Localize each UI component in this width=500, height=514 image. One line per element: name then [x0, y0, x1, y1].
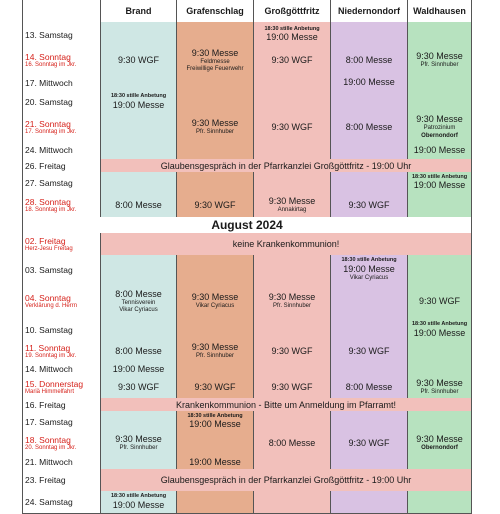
service-text: 19:00 Messe [413, 144, 466, 155]
service-text: 9:30 Messe [416, 377, 463, 388]
day-cell [22, 141, 101, 159]
service-text: Pfr. Sinnhuber [420, 62, 459, 69]
service-text: Pfr. Sinnhuber [195, 353, 235, 360]
day-cell [22, 455, 101, 469]
table-row [22, 233, 472, 255]
service-cell-brand [101, 319, 177, 341]
service-cell-grafenschlag [177, 411, 254, 432]
service-text: 9:30 Messe [191, 292, 239, 303]
service-cell-waldhausen [408, 455, 472, 469]
day-label: 24. Mittwoch [25, 145, 73, 155]
service-cell-großgöttfritz [254, 172, 331, 193]
day-label: 24. Samstag [25, 497, 73, 507]
day-cell [22, 159, 101, 172]
service-cell-großgöttfritz [254, 141, 331, 159]
day-label: 28. Sonntag [25, 196, 71, 207]
service-cell-niedernondorf [331, 491, 408, 513]
day-label: 14. Mittwoch [25, 364, 73, 374]
column-header: Waldhausen [413, 6, 466, 16]
service-cell-großgöttfritz [254, 113, 331, 141]
day-cell [22, 376, 101, 398]
service-cell-grafenschlag [177, 255, 254, 284]
day-note: Verklärung d. Herrn [25, 303, 78, 309]
service-text: 9:30 WGF [194, 199, 236, 210]
day-cell [22, 398, 101, 411]
service-text: 9:30 Messe [191, 47, 239, 58]
service-text: Obernondorf [421, 132, 458, 139]
service-text: 9:30 Messe [416, 434, 463, 445]
service-cell-niedernondorf [331, 22, 408, 47]
announcement-cell: Krankenkommunion - Bitte um Anmeldung im Pfarramt! [101, 398, 472, 411]
service-text: 18:30 stille Anbetung [110, 493, 167, 500]
service-text: 18:30 stille Anbetung [341, 257, 397, 263]
day-cell [22, 362, 101, 376]
service-cell-niedernondorf [331, 141, 408, 159]
service-text: 8:00 Messe [115, 346, 162, 356]
service-cell-großgöttfritz [254, 74, 331, 91]
service-text: 19:00 Messe [189, 456, 241, 467]
day-label: 23. Freitag [25, 475, 66, 485]
service-cell-waldhausen [408, 172, 472, 193]
service-cell-waldhausen [408, 376, 472, 398]
service-text: 19:00 Messe [112, 499, 165, 510]
service-cell-niedernondorf [331, 172, 408, 193]
service-cell-niedernondorf [331, 341, 408, 362]
service-text: 19:00 Messe [266, 32, 318, 43]
service-text: Annakirtag [277, 206, 307, 213]
column-header: Grafenschlag [186, 6, 244, 16]
day-note: Herz-Jesu Freitag [25, 245, 73, 252]
announcement-cell: keine Krankenkommunion! [101, 233, 472, 255]
day-cell [22, 341, 101, 362]
service-cell-großgöttfritz [254, 193, 331, 217]
service-text: 19:00 Messe [112, 99, 165, 110]
column-header: Großgöttfritz [264, 6, 320, 16]
table-row [22, 284, 472, 319]
service-text: Pfr. Sinnhuber [420, 388, 459, 395]
table-row [22, 141, 472, 159]
service-cell-brand [101, 141, 177, 159]
table-row [22, 74, 472, 91]
service-cell-grafenschlag [177, 455, 254, 469]
day-label: 16. Freitag [25, 399, 66, 410]
day-note: 16. Sonntag im Jkr. [25, 62, 77, 68]
table-row [22, 159, 472, 172]
service-text: 18:30 stille Anbetung [411, 321, 468, 328]
table-row [22, 455, 472, 469]
service-cell-grafenschlag [177, 491, 254, 513]
table-row [22, 47, 472, 74]
service-cell-brand [101, 432, 177, 455]
service-text: 9:30 WGF [348, 438, 390, 448]
service-text: Freiwillige Feuerwehr [186, 66, 244, 72]
service-cell-brand [101, 376, 177, 398]
service-cell-brand [101, 411, 177, 432]
service-cell-niedernondorf [331, 455, 408, 469]
service-cell-waldhausen [408, 491, 472, 513]
service-cell-brand [101, 255, 177, 284]
day-cell [22, 284, 101, 319]
service-cell-grafenschlag [177, 432, 254, 455]
table-row [22, 376, 472, 398]
day-label: 26. Freitag [25, 160, 66, 171]
service-cell-großgöttfritz [254, 362, 331, 376]
service-cell-brand [101, 74, 177, 91]
table-row [22, 411, 472, 432]
column-header: Brand [125, 6, 152, 16]
service-text: 18:30 stille Anbetung [264, 25, 320, 32]
service-cell-waldhausen [408, 91, 472, 113]
service-cell-waldhausen [408, 284, 472, 319]
table-row [22, 491, 472, 513]
day-note: 18. Sonntag im Jkr. [25, 206, 77, 213]
service-text: Pfr. Sinnhuber [195, 128, 235, 135]
service-text: 8:00 Messe [115, 199, 162, 210]
day-label: 21. Sonntag [25, 118, 71, 129]
service-cell-waldhausen [408, 141, 472, 159]
service-cell-niedernondorf [331, 376, 408, 398]
service-text: 9:30 WGF [418, 296, 460, 306]
service-cell-niedernondorf [331, 91, 408, 113]
service-text: Feldmesse [200, 58, 230, 65]
service-cell-brand [101, 113, 177, 141]
service-text: 9:30 Messe [115, 434, 162, 445]
service-cell-brand [101, 91, 177, 113]
service-cell-großgöttfritz [254, 91, 331, 113]
service-cell-niedernondorf [331, 113, 408, 141]
service-cell-waldhausen [408, 319, 472, 341]
table-row [22, 193, 472, 217]
table-row [22, 22, 472, 47]
service-text: 9:30 WGF [271, 121, 313, 132]
service-cell-waldhausen [408, 411, 472, 432]
table-row [22, 172, 472, 193]
day-label: 10. Samstag [25, 325, 73, 335]
service-text: 9:30 Messe [268, 195, 316, 206]
day-note: 17. Sonntag im Jkr. [25, 128, 77, 135]
day-label: 13. Samstag [25, 29, 73, 40]
table-row [22, 319, 472, 341]
service-text: Tennisverein [121, 299, 156, 306]
service-text: 8:00 Messe [115, 288, 162, 299]
day-label: 15. Donnerstag [25, 378, 84, 389]
day-label: 03. Samstag [25, 264, 73, 275]
table-row [22, 341, 472, 362]
day-note: 19. Sonntag im Jkr. [25, 353, 77, 359]
service-text: 9:30 Messe [191, 342, 239, 353]
service-cell-großgöttfritz [254, 491, 331, 513]
service-cell-grafenschlag [177, 319, 254, 341]
service-text: 9:30 Messe [268, 292, 316, 303]
service-cell-großgöttfritz [254, 341, 331, 362]
day-cell [22, 233, 101, 255]
service-cell-waldhausen [408, 255, 472, 284]
service-cell-grafenschlag [177, 193, 254, 217]
service-cell-grafenschlag [177, 284, 254, 319]
service-text: 9:30 WGF [271, 381, 313, 392]
service-cell-waldhausen [408, 74, 472, 91]
table-row [22, 362, 472, 376]
day-note: Mariä Himmelfahrt [25, 388, 75, 395]
day-cell [22, 113, 101, 141]
day-cell [22, 319, 101, 341]
service-cell-grafenschlag [177, 0, 254, 22]
service-cell-grafenschlag [177, 113, 254, 141]
service-cell-niedernondorf [331, 193, 408, 217]
service-text: Obernondorf [421, 445, 458, 452]
service-text: 8:00 Messe [268, 438, 316, 448]
day-label: 17. Mittwoch [25, 77, 73, 88]
service-cell-grafenschlag [177, 376, 254, 398]
service-cell-waldhausen [408, 432, 472, 455]
service-cell-grafenschlag [177, 362, 254, 376]
day-label: 02. Freitag [25, 235, 66, 246]
day-cell [22, 411, 101, 432]
day-cell [22, 0, 101, 22]
service-text: 18:30 stille Anbetung [411, 173, 468, 180]
service-cell-waldhausen [408, 22, 472, 47]
service-cell-brand [101, 0, 177, 22]
day-cell [22, 22, 101, 47]
day-label: 20. Samstag [25, 97, 73, 107]
service-text: Vikar Cyriacus [349, 274, 389, 281]
day-cell [22, 255, 101, 284]
service-cell-grafenschlag [177, 172, 254, 193]
service-cell-niedernondorf [331, 319, 408, 341]
service-text: 9:30 Messe [416, 114, 463, 124]
table-row [22, 398, 472, 411]
service-text: 9:30 WGF [117, 55, 159, 65]
service-cell-waldhausen [408, 0, 472, 22]
service-cell-großgöttfritz [254, 47, 331, 74]
column-header: Niedernondorf [338, 6, 400, 16]
service-text: 19:00 Messe [189, 419, 241, 430]
service-cell-brand [101, 193, 177, 217]
service-text: Vikar Cyriacus [119, 307, 158, 313]
service-cell-großgöttfritz [254, 22, 331, 47]
service-text: 8:00 Messe [345, 55, 393, 65]
service-text: 18:30 stille Anbetung [110, 93, 167, 100]
day-label: 04. Sonntag [25, 293, 71, 303]
service-cell-niedernondorf [331, 255, 408, 284]
day-label: 21. Mittwoch [25, 457, 73, 467]
service-cell-waldhausen [408, 193, 472, 217]
service-cell-waldhausen [408, 113, 472, 141]
service-cell-großgöttfritz [254, 411, 331, 432]
service-text: 18:30 stille Anbetung [187, 412, 243, 419]
table-row [22, 113, 472, 141]
service-text: 8:00 Messe [345, 381, 393, 392]
service-cell-niedernondorf [331, 0, 408, 22]
service-cell-großgöttfritz [254, 284, 331, 319]
service-cell-brand [101, 47, 177, 74]
service-cell-niedernondorf [331, 284, 408, 319]
service-text: Patrozinium [423, 125, 456, 131]
service-cell-niedernondorf [331, 432, 408, 455]
day-label: 14. Sonntag [25, 52, 71, 62]
announcement-cell: Glaubensgespräch in der Pfarrkanzlei Großgöttfritz - 19:00 Uhr [101, 159, 472, 172]
service-text: 9:30 WGF [271, 346, 313, 356]
service-cell-grafenschlag [177, 91, 254, 113]
service-text: Pfr. Sinnhuber [272, 303, 312, 310]
service-cell-großgöttfritz [254, 455, 331, 469]
table-row [22, 255, 472, 284]
service-cell-grafenschlag [177, 74, 254, 91]
service-text: 9:30 WGF [271, 55, 313, 65]
service-text: 9:30 WGF [348, 346, 390, 356]
service-text: Pfr. Sinnhuber [119, 445, 158, 452]
service-text: 19:00 Messe [413, 180, 466, 191]
service-text: 9:30 WGF [117, 381, 159, 392]
service-cell-großgöttfritz [254, 0, 331, 22]
service-cell-niedernondorf [331, 411, 408, 432]
service-text: 19:00 Messe [413, 327, 466, 338]
service-cell-brand [101, 284, 177, 319]
service-cell-brand [101, 362, 177, 376]
service-text: Vikar Cyriacus [195, 303, 235, 310]
day-label: 18. Sonntag [25, 435, 71, 445]
day-cell [22, 47, 101, 74]
service-text: 19:00 Messe [112, 363, 165, 374]
day-cell [22, 432, 101, 455]
table-header-row [22, 0, 472, 22]
day-cell [22, 491, 101, 513]
service-cell-waldhausen [408, 362, 472, 376]
service-cell-brand [101, 341, 177, 362]
service-text: 19:00 Messe [343, 263, 395, 274]
service-cell-waldhausen [408, 47, 472, 74]
service-text: 9:30 WGF [348, 199, 390, 210]
service-text: 9:30 Messe [416, 51, 463, 62]
service-cell-brand [101, 491, 177, 513]
service-cell-niedernondorf [331, 47, 408, 74]
service-text: 9:30 WGF [194, 381, 236, 392]
service-text: 8:00 Messe [345, 121, 393, 132]
service-cell-grafenschlag [177, 341, 254, 362]
table-row [22, 91, 472, 113]
service-cell-niedernondorf [331, 74, 408, 91]
day-cell [22, 193, 101, 217]
service-cell-waldhausen [408, 341, 472, 362]
service-cell-grafenschlag [177, 22, 254, 47]
service-cell-brand [101, 455, 177, 469]
day-cell [22, 469, 101, 491]
service-cell-niedernondorf [331, 362, 408, 376]
month-heading: August 2024 [22, 217, 472, 233]
service-text: 19:00 Messe [343, 77, 395, 87]
service-cell-großgöttfritz [254, 255, 331, 284]
day-note: 20. Sonntag im Jkr. [25, 445, 77, 451]
day-cell [22, 91, 101, 113]
day-label: 17. Samstag [25, 416, 73, 427]
day-cell [22, 172, 101, 193]
announcement-cell: Glaubensgespräch in der Pfarrkanzlei Großgöttfritz - 19:00 Uhr [101, 469, 472, 491]
service-cell-brand [101, 172, 177, 193]
service-cell-brand [101, 22, 177, 47]
service-text: 9:30 Messe [191, 117, 239, 128]
service-cell-großgöttfritz [254, 376, 331, 398]
day-label: 11. Sonntag [25, 343, 71, 353]
table-row [22, 432, 472, 455]
table-row [22, 469, 472, 491]
day-cell [22, 74, 101, 91]
service-cell-großgöttfritz [254, 432, 331, 455]
service-cell-grafenschlag [177, 47, 254, 74]
service-cell-grafenschlag [177, 141, 254, 159]
day-label: 27. Samstag [25, 177, 73, 188]
service-cell-großgöttfritz [254, 319, 331, 341]
